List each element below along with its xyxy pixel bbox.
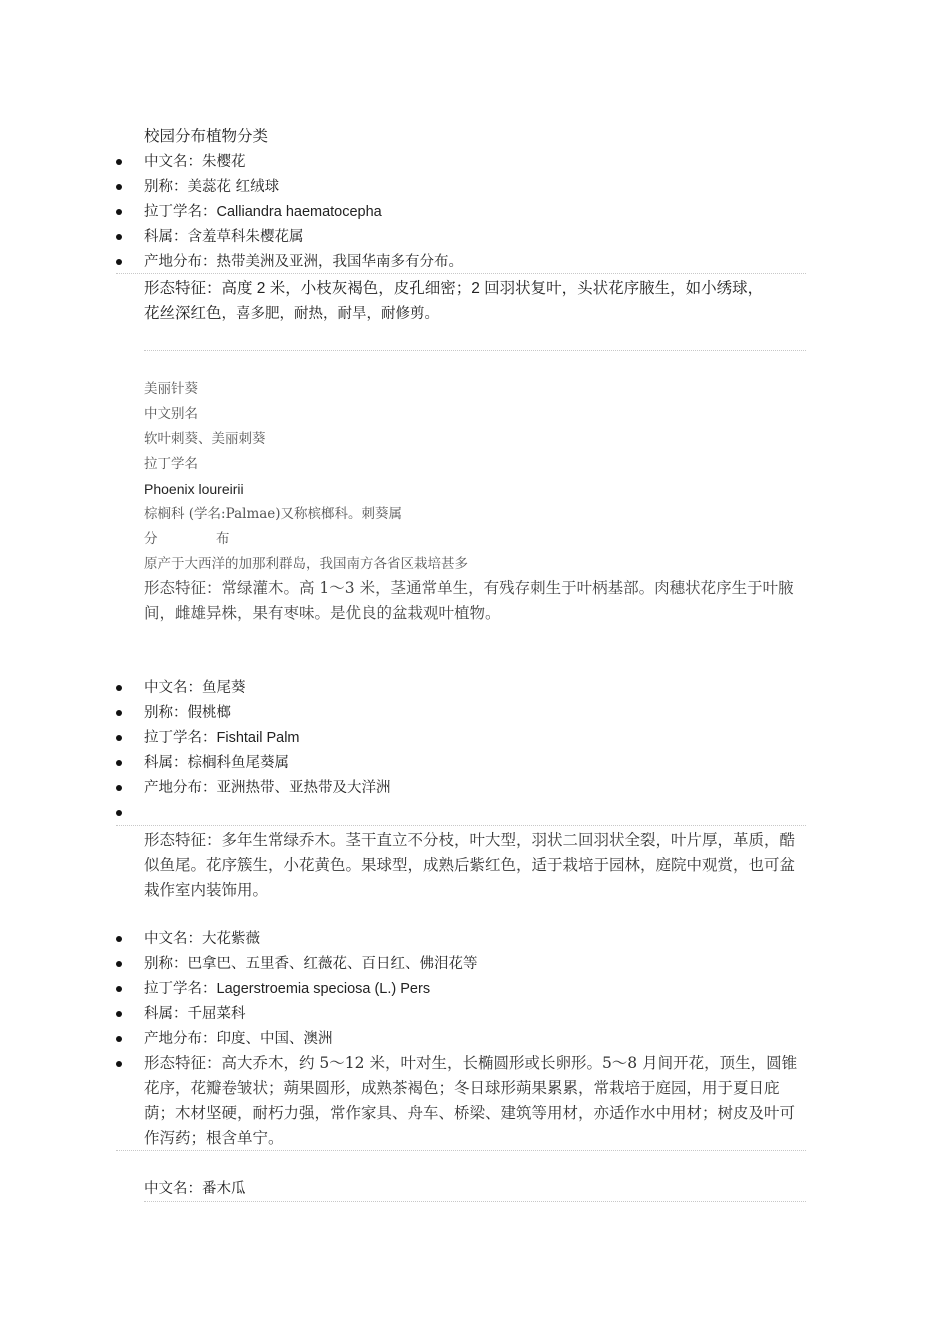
bullet-icon	[116, 1036, 122, 1042]
s5-chinese-name: 中文名：番木瓜	[144, 1181, 246, 1197]
s1-latin-row	[144, 202, 382, 222]
s1-morph-line1: 形态特征：高度 2 米，小枝灰褐色，皮孔细密；2 回羽状复叶，头状花序腋生，如小绣球，	[144, 280, 764, 297]
s1-family: 科属：含羞草科朱樱花属	[144, 229, 304, 245]
bullet-icon	[116, 735, 122, 741]
s4-alias: 别称：巴拿巴、五里香、红薇花、百日红、佛泪花等	[144, 956, 478, 972]
s2-name: 美丽针葵	[144, 381, 198, 397]
bullet-icon	[116, 936, 122, 942]
s3-chinese-name: 中文名：鱼尾葵	[144, 680, 246, 696]
s4-chinese-name: 中文名：大花紫薇	[144, 931, 260, 947]
bullet-icon	[116, 209, 122, 215]
s2-morph: 形态特征：常绿灌木。高 1～3 米，茎通常单生，有残存刺生于叶柄基部。肉穗状花序生于叶腋间，雌雄异株，果有枣味。是优良的盆栽观叶植物。	[144, 579, 794, 622]
divider	[144, 350, 806, 351]
s4-morph: 形态特征：高大乔木，约 5～12 米，叶对生，长椭圆形或长卵形。5～8 月间开花，顶生，圆锥花序，花瓣卷皱状；蒴果圆形，成熟茶褐色；冬日球形蒴果累累，常栽培于庭园，用于夏日庇荫；木材坚硬，耐朽力强，常作家具、舟车、桥梁、建筑等用材，亦适作水中用材；树皮及叶可作泻药；根含单宁。	[144, 1054, 798, 1147]
divider	[116, 1150, 806, 1151]
s4-family: 科属：千屈菜科	[144, 1006, 246, 1022]
bullet-icon	[116, 259, 122, 265]
s1-latin-name: Calliandra haematocepha	[216, 204, 382, 220]
s4-latin-label: 拉丁学名：	[144, 981, 217, 997]
s3-family: 科属：棕榈科鱼尾葵属	[144, 755, 289, 771]
bullet-icon	[116, 785, 122, 791]
bullet-icon	[116, 184, 122, 190]
s1-morph-line2	[144, 301, 439, 326]
divider	[144, 1201, 806, 1202]
s2-dist-label-b: 布	[216, 531, 230, 547]
s2-latin-name: Phoenix loureirii	[144, 481, 244, 497]
bullet-icon	[116, 710, 122, 716]
s3-alias: 别称：假桃榔	[144, 705, 231, 721]
s3-origin: 产地分布：亚洲热带、亚热带及大洋洲	[144, 780, 391, 796]
s2-latin-label: 拉丁学名	[144, 456, 198, 472]
s3-latin-name: Fishtail Palm	[216, 730, 300, 746]
s2-dist-label-a: 分	[144, 531, 158, 547]
bullet-icon	[116, 961, 122, 967]
s1-morph-rest: ，喜多肥，耐热，耐旱，耐修剪。	[221, 306, 440, 322]
bullet-icon	[116, 760, 122, 766]
s4-latin-name: Lagerstroemia speciosa (L.) Pers	[216, 981, 431, 997]
s1-alias: 别称：美蕊花 红绒球	[144, 179, 280, 195]
s4-origin: 产地分布：印度、中国、澳洲	[144, 1031, 333, 1047]
s4-latin-row	[144, 979, 430, 999]
bullet-icon	[116, 159, 122, 165]
s3-morph: 形态特征：多年生常绿乔木。茎干直立不分枝，叶大型，羽状二回羽状全裂，叶片厚，革质，酷似鱼尾。花序簇生，小花黄色。果球型，成熟后紫红色，适于栽培于园林，庭院中观赏，也可盆栽作室内装饰用。	[144, 831, 796, 899]
s2-alias: 软叶刺葵、美丽刺葵	[144, 431, 266, 447]
bullet-icon	[116, 1061, 122, 1067]
bullet-icon	[116, 986, 122, 992]
s2-family: 棕榈科 (学名:Palmae)又称槟榔科。刺葵属	[144, 506, 403, 522]
s2-alias-label: 中文别名	[144, 406, 198, 422]
bullet-icon	[116, 1011, 122, 1017]
s1-latin-label: 拉丁学名：	[144, 204, 217, 220]
s3-latin-label: 拉丁学名：	[144, 730, 217, 746]
s1-chinese-name: 中文名：朱樱花	[144, 154, 246, 170]
divider	[116, 273, 806, 274]
s1-morph-bold: 花丝深红色	[144, 305, 222, 322]
bullet-icon	[116, 810, 122, 816]
bullet-icon	[116, 685, 122, 691]
s1-origin: 产地分布：热带美洲及亚洲，我国华南多有分布。	[144, 254, 463, 270]
divider	[116, 825, 806, 826]
s2-origin: 原产于大西洋的加那利群岛，我国南方各省区栽培甚多	[144, 556, 468, 572]
bullet-icon	[116, 234, 122, 240]
page-title: 校园分布植物分类	[144, 128, 269, 145]
s3-latin-row	[144, 728, 300, 748]
